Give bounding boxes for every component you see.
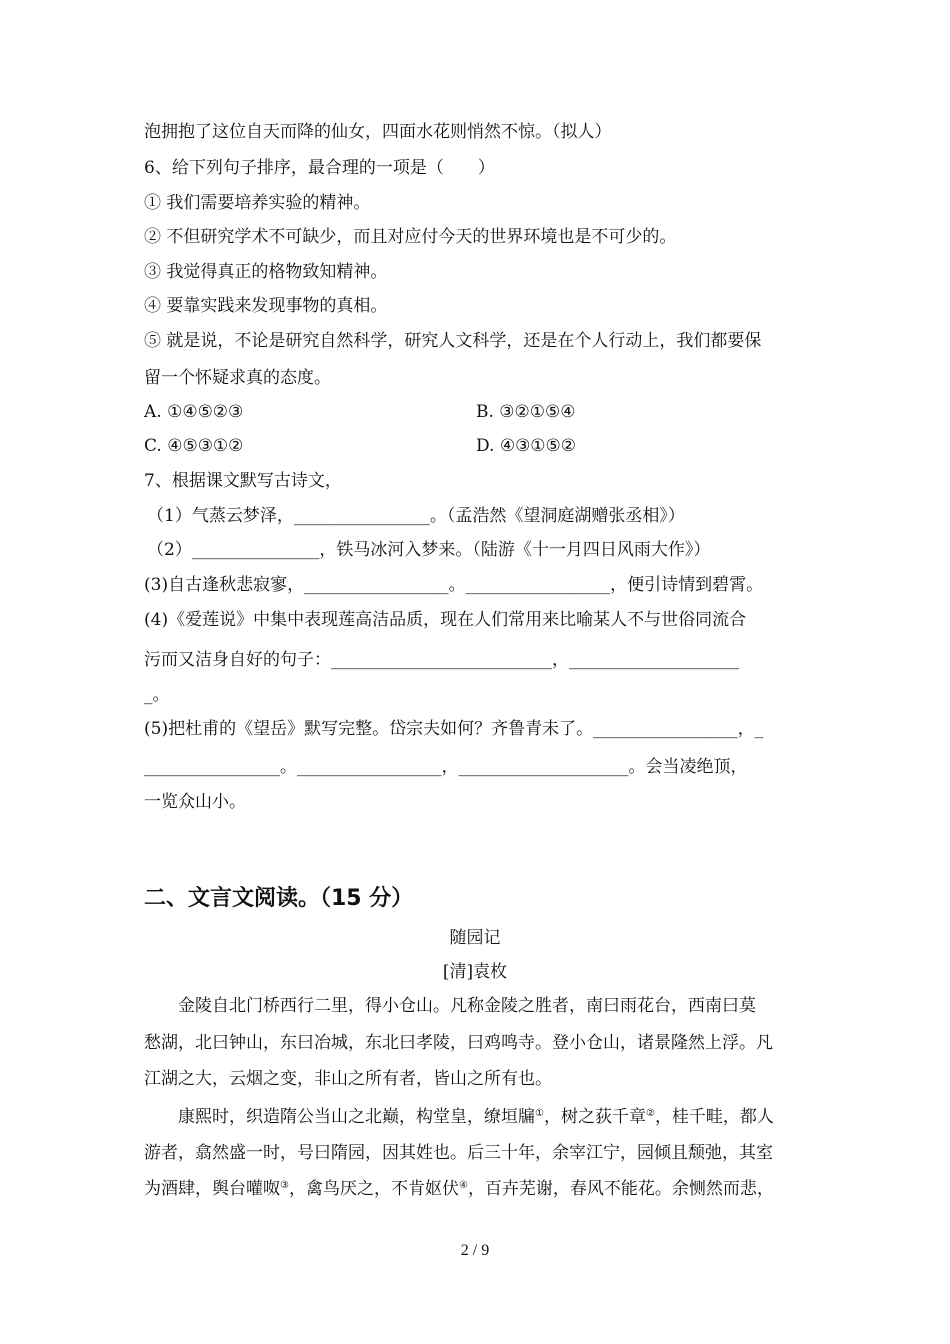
section-heading: 二、文言文阅读。（15 分）: [144, 886, 414, 911]
footnote-marker: ④: [458, 1180, 468, 1191]
poem-blank-5-end: 一览众山小。: [144, 792, 246, 812]
poem-blank-5-cont: ________________。_________________，____________________。会当凌绝顶，: [144, 757, 748, 777]
option-c: C. ④⑤③①②: [144, 436, 244, 456]
question-7: 7、根据课文默写古诗文，: [144, 471, 342, 491]
text-run: 康熙时，织造隋公当山之北巅，构堂皇，缭垣牖: [178, 1107, 535, 1127]
text-run: 为酒肆，舆台嚾呶: [144, 1179, 280, 1199]
paragraph-1-line-1: 金陵自北门桥西行二里，得小仓山。凡称金陵之胜者，南曰雨花台，西南曰莫: [178, 996, 756, 1016]
poem-blank-4: (4)《爱莲说》中集中表现莲高洁品质，现在人们常用来比喻某人不与世俗同流合: [144, 610, 747, 630]
paragraph-1-line-2: 愁湖，北曰钟山，东曰冶城，东北曰孝陵，曰鸡鸣寺。登小仓山，诸景隆然上浮。凡: [144, 1033, 773, 1053]
footnote-marker: ③: [280, 1180, 289, 1191]
text-run: ，禽鸟厌之，不肯妪伏: [288, 1179, 459, 1199]
text-run: ，树之荻千章: [543, 1107, 646, 1127]
question-6: 6、给下列句子排序，最合理的一项是（ ）: [144, 158, 495, 178]
poem-blank-4-cont: 污而又洁身自好的句子：__________________________，____________________: [144, 650, 739, 670]
footnote-marker: ②: [645, 1108, 655, 1119]
paragraph-2-line-3: [144, 1178, 806, 1200]
footnote-marker: ①: [535, 1108, 544, 1119]
sentence-5-cont: 留一个怀疑求真的态度。: [144, 368, 331, 388]
text-line: 泡拥抱了这位自天而降的仙女，四面水花则悄然不惊。（拟人）: [144, 122, 612, 142]
option-d: D. ④③①⑤②: [476, 436, 577, 456]
option-a: A. ①④⑤②③: [144, 402, 244, 422]
page-number: 2 / 9: [460, 1242, 490, 1259]
poem-blank-1: （1）气蒸云梦泽，________________。（孟浩然《望洞庭湖赠张丞相》）: [147, 506, 685, 526]
text-run: ，桂千畦，都人: [654, 1107, 774, 1127]
article-author: [清]袁枚: [442, 962, 508, 982]
sentence-2: ② 不但研究学术不可缺少，而且对应付今天的世界环境也是不可少的。: [144, 227, 677, 247]
text-run: ，百卉芜谢，春风不能花。余恻然而悲，: [467, 1179, 774, 1199]
paragraph-2-line-1: [144, 1106, 806, 1128]
poem-blank-4-end: _。: [144, 685, 170, 705]
article-title: 随园记: [449, 928, 501, 948]
poem-blank-3: (3)自古逢秋悲寂寥，_________________。_________________，便引诗情到碧霄。: [144, 575, 764, 595]
sentence-4: ④ 要靠实践来发现事物的真相。: [144, 296, 388, 316]
paragraph-1-line-3: 江湖之大，云烟之变，非山之所有者，皆山之所有也。: [144, 1069, 552, 1089]
sentence-1: ① 我们需要培养实验的精神。: [144, 193, 371, 213]
sentence-5: ⑤ 就是说，不论是研究自然科学，研究人文科学，还是在个人行动上，我们都要保: [144, 331, 762, 351]
option-b: B. ③②①⑤④: [476, 402, 576, 422]
sentence-3: ③ 我觉得真正的格物致知精神。: [144, 262, 388, 282]
poem-blank-5: (5)把杜甫的《望岳》默写完整。岱宗夫如何？齐鲁青未了。_________________，_: [144, 719, 764, 739]
paragraph-2-line-2: 游者，翕然盛一时，号曰隋园，因其姓也。后三十年，余宰江宁，园倾且颓弛，其室: [144, 1143, 773, 1163]
poem-blank-2: （2）_______________，铁马冰河入梦来。（陆游《十一月四日风雨大作》）: [147, 540, 711, 560]
